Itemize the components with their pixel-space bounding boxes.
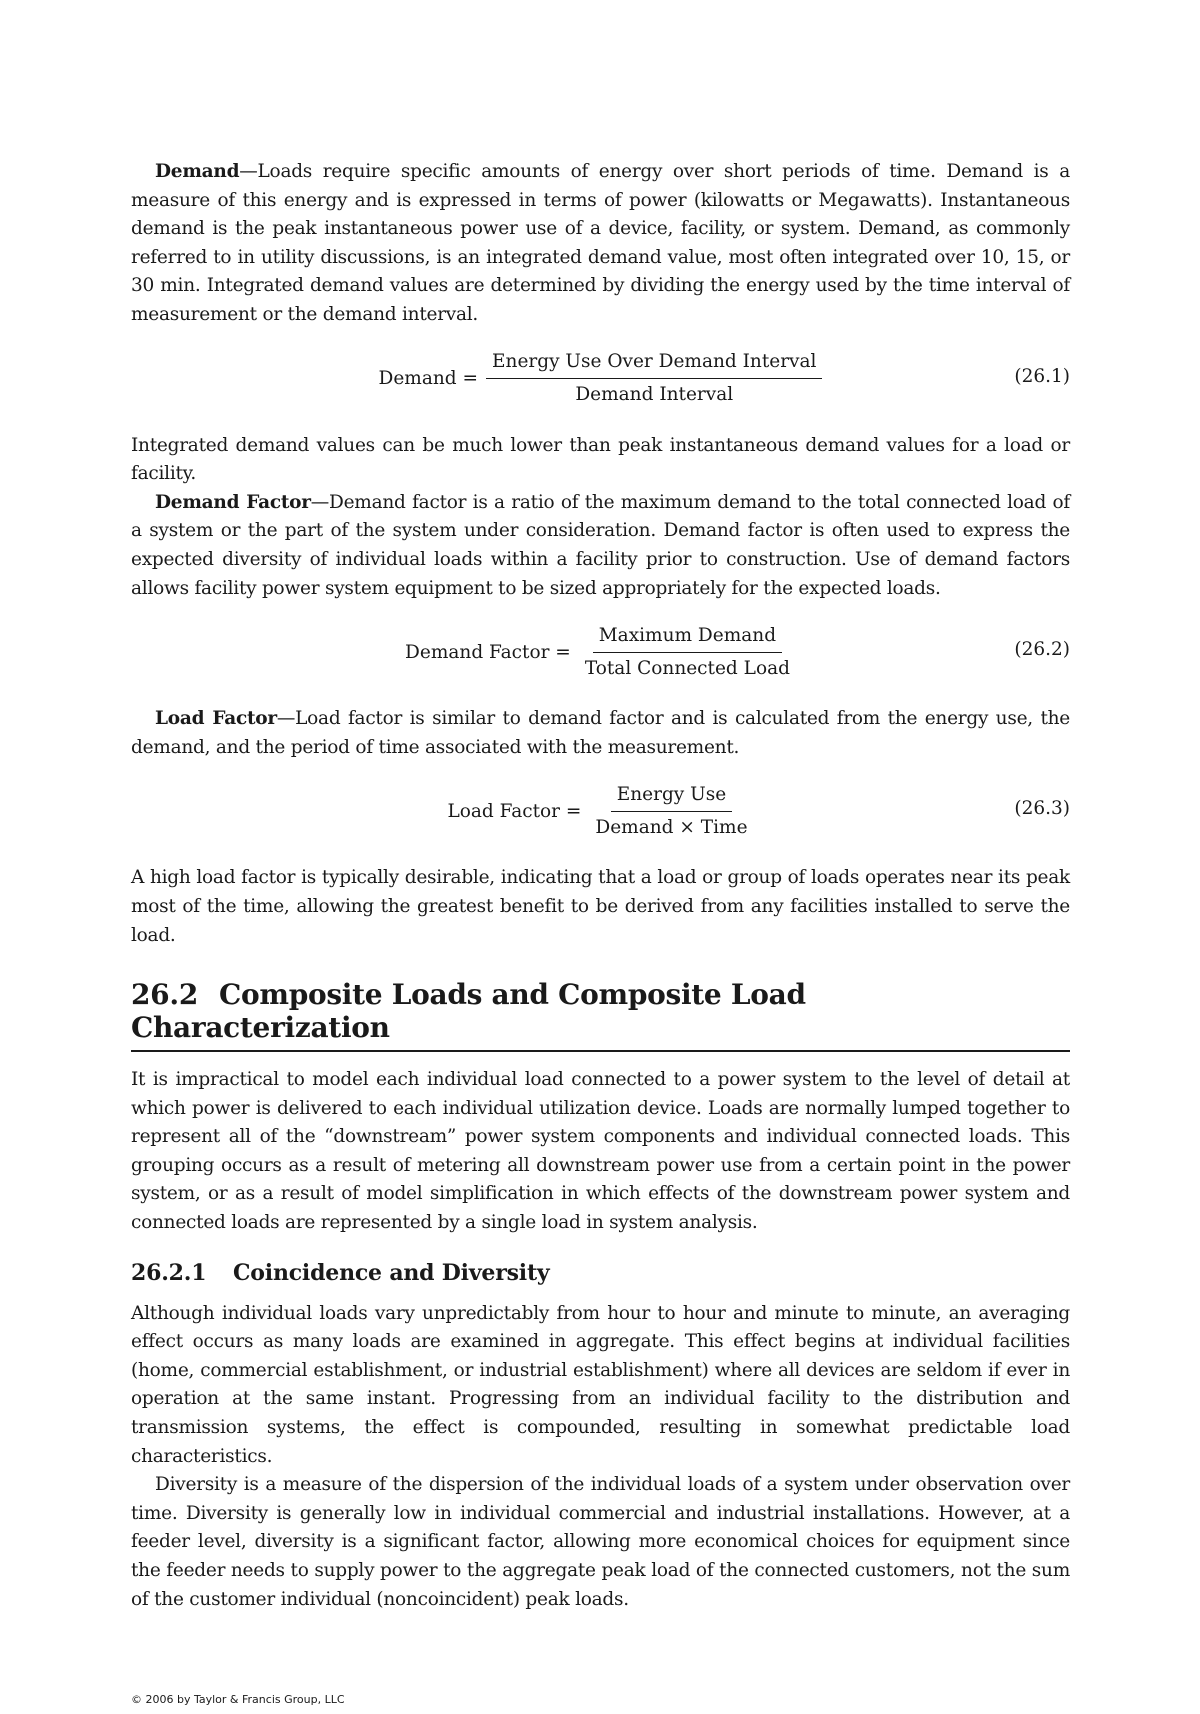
paragraph-high-load-factor: A high load factor is typically desirable, indicating that a load or group of loads operates near its peak most of the time, allowing the greatest benefit to be derived from any facilities installed to serve the load. <box>131 867 1070 946</box>
term-demand-factor: Demand Factor <box>155 491 311 513</box>
page-content <box>131 158 1070 1614</box>
subsection-title: Coincidence and Diversity <box>233 1259 550 1286</box>
eq1-number: (26.1) <box>1014 365 1070 387</box>
eq2-numerator: Maximum Demand <box>593 623 782 653</box>
eq3-lhs: Load Factor = <box>447 800 582 822</box>
eq1-lhs: Demand = <box>378 368 479 390</box>
eq2-number: (26.2) <box>1014 639 1070 661</box>
paragraph-load-factor <box>131 705 1070 762</box>
eq1-fraction <box>486 349 822 408</box>
eq2-lhs: Demand Factor = <box>405 641 571 663</box>
term-load-factor: Load Factor <box>155 708 277 730</box>
paragraph-composite-loads: It is impractical to model each individual load connected to a power system to the level of detail at which power is delivered to each individual utilization device. Loads are normally lumped together to represent all of the “downstream” power system components and individual connected loads. This grouping occurs as a result of metering all downstream power use from a certain point in the power system, or as a result of model simplification in which effects of the downstream power system and connected loads are represented by a single load in system analysis. <box>131 1069 1070 1234</box>
demand-factor-text: —Demand factor is a ratio of the maximum demand to the total connected load of a system or the part of the system under consideration. Demand factor is often used to express the expected diversity of individual loads within a facility prior to construction. Use of demand factors allows facility power system equipment to be sized appropriately for the expected loads. <box>131 491 1070 599</box>
eq1-denominator: Demand Interval <box>575 384 734 406</box>
paragraph-demand-factor <box>131 489 1070 603</box>
eq3-number: (26.3) <box>1014 798 1070 820</box>
eq3-numerator: Energy Use <box>611 782 732 812</box>
paragraph-coincidence: Although individual loads vary unpredictably from hour to hour and minute to minute, an averaging effect occurs as many loads are examined in aggregate. This effect begins at individual facilities (home, commercial establishment, or industrial establishment) where all devices are seldom if ever in operation at the same instant. Progressing from an individual facility to the distribution and transmission systems, the effect is compounded, resulting in somewhat predictable load characteristics. <box>131 1302 1070 1467</box>
paragraph-demand <box>131 158 1070 330</box>
equation-26-2 <box>131 623 1070 681</box>
demand-text: —Loads require specific amounts of energy over short periods of time. Demand is a measure of this energy and is expressed in terms of power (kilowatts or Megawatts). Instantaneous demand is the peak instantaneous power use of a device, facility, or system. Demand, as commonly referred to in utility discussions, is an integrated demand value, most often integrated over 10, 15, or 30 min. Integrated demand values are determined by dividing the energy used by the time interval of measurement or the demand interval. <box>131 161 1070 325</box>
paragraph-diversity: Diversity is a measure of the dispersion of the individual loads of a system under observation over time. Diversity is generally low in individual commercial and industrial installations. However, at a feeder level, diversity is a significant factor, allowing more economical choices for equipment since the feeder needs to supply power to the aggregate peak load of the connected customers, not the sum of the customer individual (noncoincident) peak loads. <box>131 1474 1070 1610</box>
load-factor-text: —Load factor is similar to demand factor and is calculated from the energy use, the demand, and the period of time associated with the measurement. <box>131 708 1070 758</box>
section-number: 26.2 <box>131 978 198 1012</box>
term-demand: Demand <box>155 161 240 182</box>
eq2-denominator: Total Connected Load <box>584 657 790 679</box>
eq3-denominator: Demand × Time <box>595 816 748 838</box>
eq1-numerator: Energy Use Over Demand Interval <box>486 349 822 379</box>
eq3-fraction <box>589 782 753 841</box>
subsection-number: 26.2.1 <box>131 1259 207 1286</box>
equation-26-3 <box>131 782 1070 840</box>
section-title: Composite Loads and Composite Load Characterization <box>131 978 806 1045</box>
section-heading <box>131 978 1070 1052</box>
subsection-heading <box>131 1260 1070 1286</box>
paragraph-integrated: Integrated demand values can be much lower than peak instantaneous demand values for a load or facility. <box>131 434 1070 485</box>
equation-26-1 <box>131 350 1070 408</box>
eq2-fraction <box>579 623 796 682</box>
copyright-footer: © 2006 by Taylor & Francis Group, LLC <box>131 1693 345 1706</box>
